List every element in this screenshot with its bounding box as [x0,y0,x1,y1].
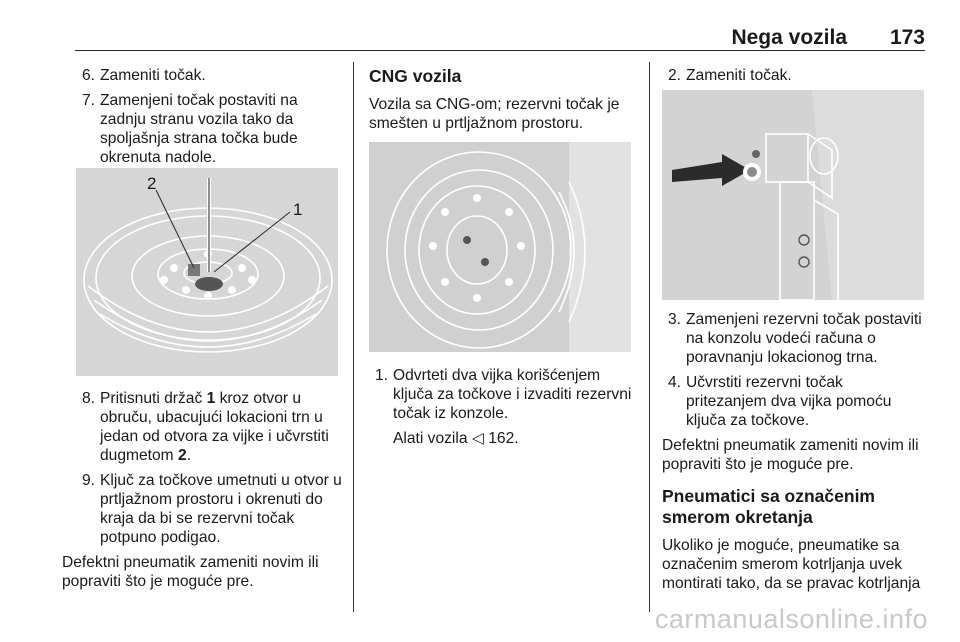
figure-label-2: 2 [147,174,157,193]
left-column-top [76,66,344,173]
page-number: 173 [889,26,925,49]
step-9: 9. Ključ za točkove umetnuti u otvor u prtljažnom prostoru i okrenuti do kraja da bi se rezervni točak potpuno podigao. [82,472,342,546]
bracket-figure [662,90,924,300]
right-column-top [662,66,926,91]
left-column-bottom [62,389,344,597]
right-closing-paragraph: Defektni pneumatik zameniti novim ili popraviti što je moguće pre. [662,437,919,473]
step-6: 6. Zameniti točak. [82,67,206,84]
middle-column-bottom [369,366,635,454]
cng-intro: Vozila sa CNG-om; rezervni točak je smešten u prtljažnom prostoru. [369,96,620,132]
directional-tyres-text: Ukoliko je moguće, pneumatike sa označenim smerom kotrljanja uvek montirati tako, da se pravac kotrljanja [662,537,921,592]
cng-spare-wheel-figure [369,142,631,352]
watermark: carmanualsonline.info [654,604,928,634]
directional-tyres-heading: Pneumatici sa označenim smerom okretanja [662,486,875,527]
figure-label-1: 1 [293,200,303,219]
middle-column-top [369,66,635,139]
step-3: 3. Zamenjeni rezervni točak postaviti na konzolu vodeći računa o poravnanju lokacionog trna. [668,311,922,366]
column-divider-right [649,62,650,612]
step-7: 7. Zamenjeni točak postaviti na zadnju stranu vozila tako da spoljašnja strana točka bude okrenuta nadole. [82,92,298,166]
right-column-bottom [662,310,926,599]
cng-heading: CNG vozila [369,66,462,86]
step-1: 1. Odvrteti dva vijka korišćenjem ključa za točkove i izvaditi rezervni točak iz konzole. [375,367,632,422]
step-2: 2. Zameniti točak. [668,67,792,84]
section-title: Nega vozila [731,26,847,49]
page-header [75,22,925,51]
column-divider-left [353,62,354,612]
reference-page: 162. [488,430,519,447]
step-8: 8. Pritisnuti držač 1 kroz otvor u obruču, ubacujući lokacioni trn u jedan od otvora za vijke i učvrstiti dugmetom 2. [82,390,329,464]
step-4: 4. Učvrstiti rezervni točak pritezanjem dva vijka pomoću ključa za točkove. [668,374,892,429]
tools-reference: Alati vozila ◁ 162. [393,430,519,447]
arrow-reference-icon: ◁ [471,430,484,447]
spare-wheel-figure [76,168,338,376]
left-closing-paragraph: Defektni pneumatik zameniti novim ili popraviti što je moguće pre. [62,554,319,590]
